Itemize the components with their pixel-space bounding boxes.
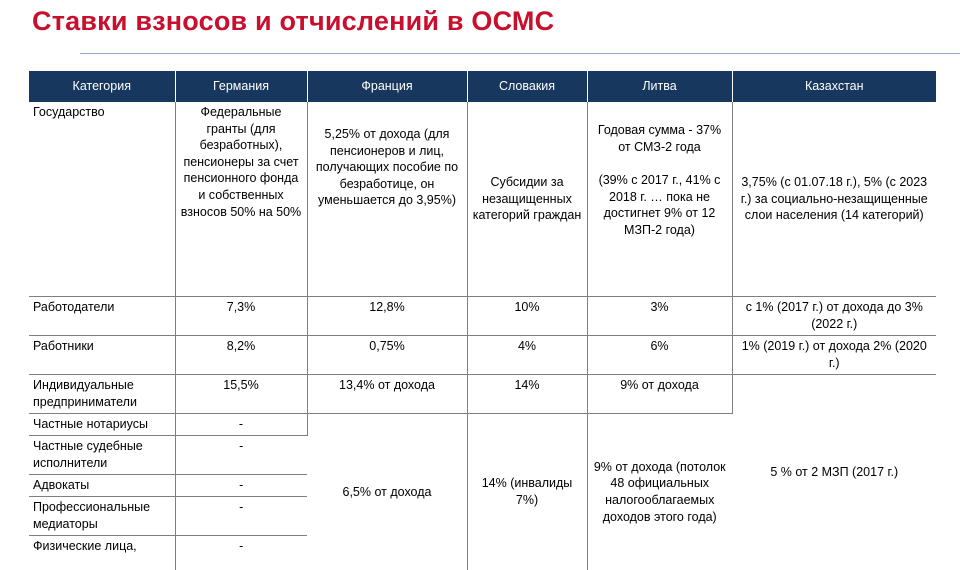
contribution-rates-table (29, 71, 936, 570)
table-header-row (29, 71, 936, 102)
france-cell: 12,8% (307, 297, 467, 336)
lithuania-text-schedule: (39% с 2017 г., 41% с 2018 г. … пока не достигнет 9% от 12 МЗП-2 года) (592, 172, 728, 238)
slovakia-cell: 14% (467, 375, 587, 414)
lithuania-cell: 9% от дохода (587, 375, 732, 414)
title-divider (80, 53, 960, 54)
france-cell: 0,75% (307, 336, 467, 375)
slovakia-merged-cell: 14% (инвалиды 7%) (467, 414, 587, 570)
category-cell: Адвокаты (29, 475, 175, 497)
table-row-employers (29, 297, 936, 336)
lithuania-cell (587, 102, 732, 297)
header-france: Франция (307, 71, 467, 102)
category-cell: Государство (29, 102, 175, 297)
kazakhstan-cell: 3,75% (с 01.07.18 г.), 5% (с 2023 г.) за социально-незащищенные слои населения (14 категорий) (732, 102, 936, 297)
kazakhstan-merged-cell: 5 % от 2 МЗП (2017 г.) (732, 375, 936, 570)
germany-cell: - (175, 436, 307, 475)
france-merged-cell: 6,5% от дохода (307, 414, 467, 570)
category-cell: Работники (29, 336, 175, 375)
category-cell: Профессиональные медиаторы (29, 497, 175, 536)
kazakhstan-cell: с 1% (2017 г.) от дохода до 3% (2022 г.) (732, 297, 936, 336)
france-text: 5,25% от дохода (для пенсионеров и лиц, получающих пособие по безработице, он уменьшается до 3,95%) (312, 122, 463, 209)
header-category: Категория (29, 71, 175, 102)
france-cell (307, 102, 467, 297)
category-cell: Индивидуальные предприниматели (29, 375, 175, 414)
germany-cell: - (175, 497, 307, 536)
lithuania-merged-cell: 9% от дохода (потолок 48 официальных налогооблагаемых доходов этого года) (587, 414, 732, 570)
germany-cell: Федеральные гранты (для безработных), пенсионеры за счет пенсионного фонда и собственных взносов 50% на 50% (175, 102, 307, 297)
lithuania-cell: 6% (587, 336, 732, 375)
category-cell: Физические лица, (29, 536, 175, 570)
france-cell: 13,4% от дохода (307, 375, 467, 414)
germany-cell: 7,3% (175, 297, 307, 336)
header-germany: Германия (175, 71, 307, 102)
lithuania-text-annual: Годовая сумма - 37% от СМЗ-2 года (592, 122, 728, 155)
germany-cell: - (175, 414, 307, 436)
slovakia-cell: 10% (467, 297, 587, 336)
table-row-workers (29, 336, 936, 375)
header-kazakhstan: Казахстан (732, 71, 936, 102)
germany-cell: - (175, 475, 307, 497)
slovakia-cell: Субсидии за незащищенных категорий граждан (467, 102, 587, 297)
header-slovakia: Словакия (467, 71, 587, 102)
header-lithuania: Литва (587, 71, 732, 102)
page-title: Ставки взносов и отчислений в ОСМС (32, 6, 554, 37)
germany-cell: - (175, 536, 307, 570)
germany-cell: 15,5% (175, 375, 307, 414)
table-row-state (29, 102, 936, 297)
lithuania-cell: 3% (587, 297, 732, 336)
table-row-entrepreneurs (29, 375, 936, 414)
category-cell: Частные судебные исполнители (29, 436, 175, 475)
category-cell: Частные нотариусы (29, 414, 175, 436)
slovakia-cell: 4% (467, 336, 587, 375)
category-cell: Работодатели (29, 297, 175, 336)
germany-cell: 8,2% (175, 336, 307, 375)
kazakhstan-cell: 1% (2019 г.) от дохода 2% (2020 г.) (732, 336, 936, 375)
